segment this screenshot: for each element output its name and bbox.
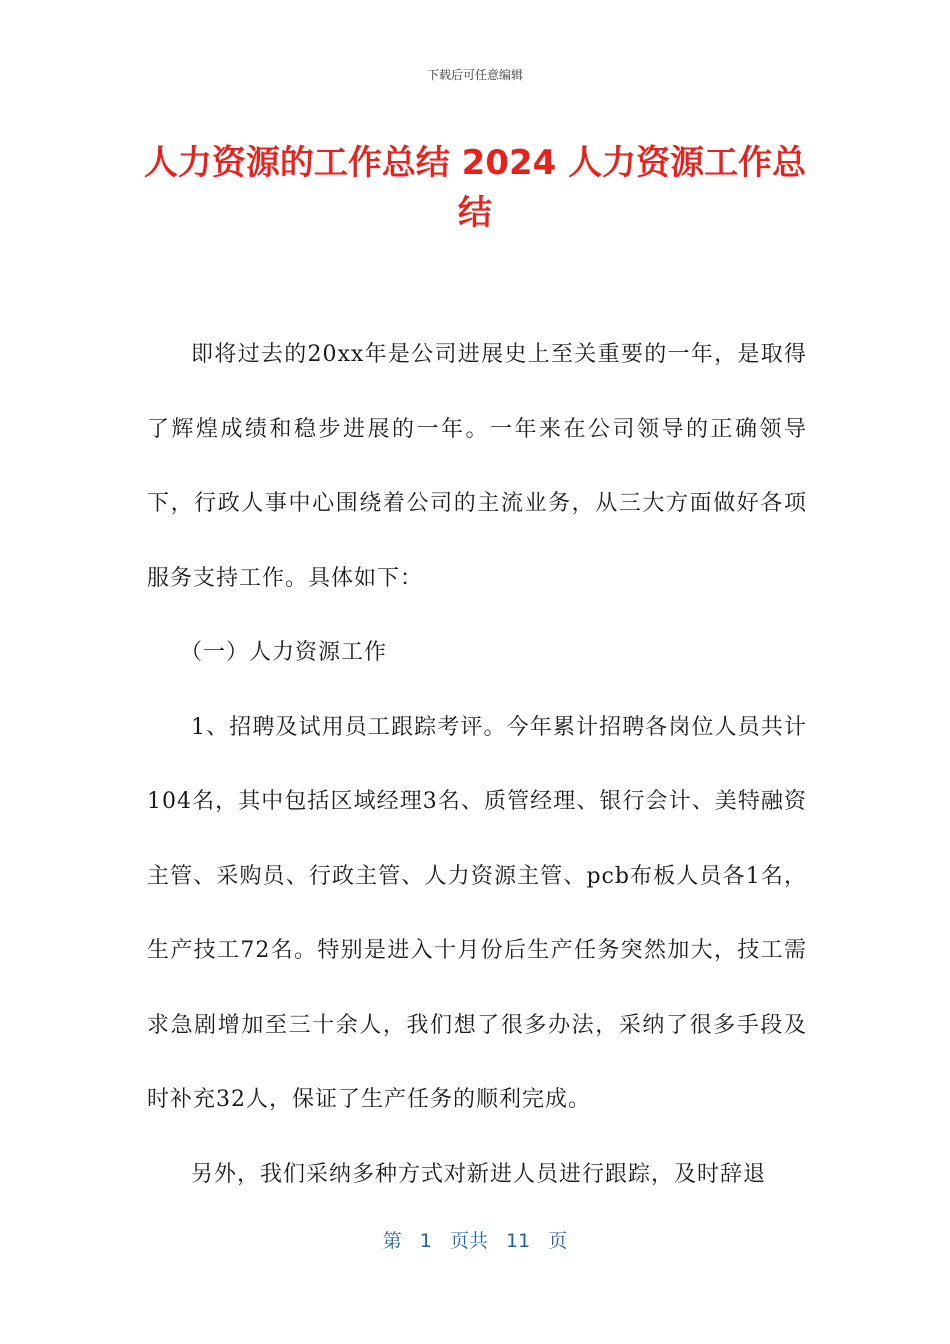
- paragraph-intro: 即将过去的20xx年是公司进展史上至关重要的一年，是取得了辉煌成绩和稳步进展的一年。一年来在公司领导的正确领导下，行政人事中心围绕着公司的主流业务，从三大方面做好各项服务支持工作。具体如下：: [147, 342, 807, 591]
- document-title: 人力资源的工作总结 2024 人力资源工作总结: [143, 143, 807, 233]
- footer-current-page: 1: [419, 1230, 432, 1252]
- paragraph-followup: 另外，我们采纳多种方式对新进人员进行跟踪，及时辞退: [191, 1161, 767, 1187]
- header-text: 下载后可任意编辑: [426, 68, 523, 82]
- document-body: [147, 318, 807, 1212]
- footer-page-label: 第: [382, 1230, 402, 1252]
- section-heading: （一）人力资源工作: [180, 640, 388, 665]
- page-footer: [0, 1226, 950, 1253]
- footer-page-suffix: 页: [548, 1230, 568, 1252]
- paragraph-recruitment: 1、招聘及试用员工跟踪考评。今年累计招聘各岗位人员共计104名，其中包括区域经理3名、质管经理、银行会计、美特融资主管、采购员、行政主管、人力资源主管、pcb布板人员各1名，生产技工72名。特别是进入十月份后生产任务突然加大，技工需求急剧增加至三十余人，我们想了很多办法，采纳了很多手段及时补充32人，保证了生产任务的顺利完成。: [147, 714, 807, 1112]
- page-header: [0, 66, 950, 83]
- footer-total-label: 页共: [449, 1230, 488, 1252]
- footer-total-pages: 11: [506, 1230, 531, 1252]
